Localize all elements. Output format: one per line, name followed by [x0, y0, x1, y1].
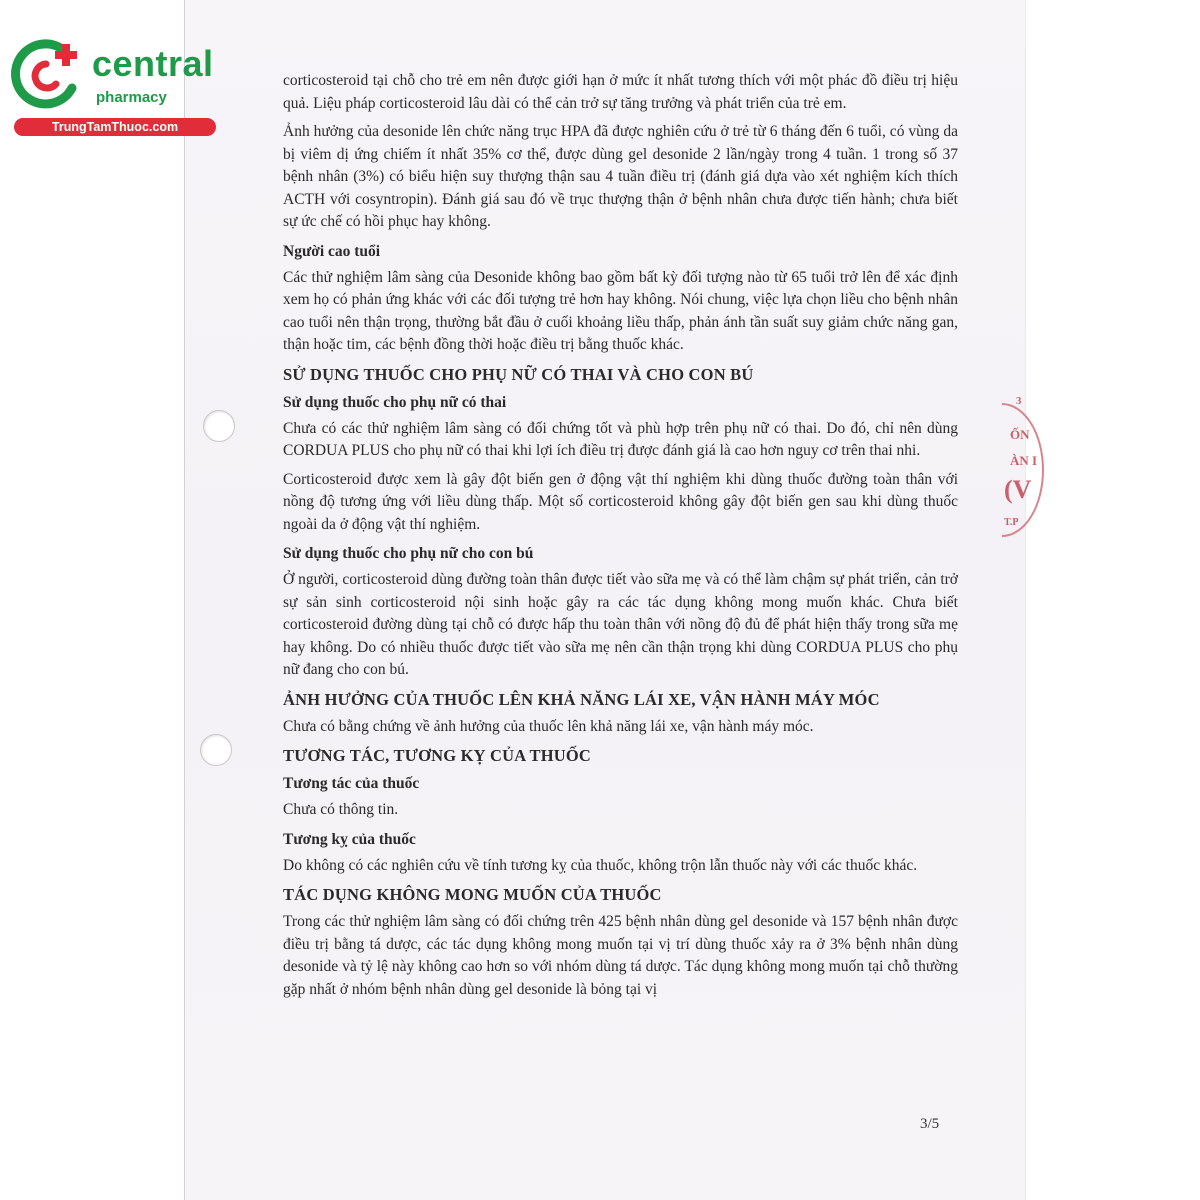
subsection-heading: Người cao tuổi [283, 242, 381, 260]
paragraph: Các thử nghiệm lâm sàng của Desonide không bao gồm bất kỳ đối tượng nào từ 65 tuổi trở lên để xác định xem họ có phản ứng khác với các đối tượng trẻ hơn hay không. Nói chung, việc lựa chọn liều cho bệnh nhân cao tuổi nên thận trọng, thường bắt đầu ở cuối khoảng liều thấp, phản ánh tần suất suy giảm chức năng gan, thận hoặc tim, các bệnh đồng thời hoặc điều trị bằng thuốc khác. [283, 268, 958, 353]
section-heading: SỬ DỤNG THUỐC CHO PHỤ NỮ CÓ THAI VÀ CHO CON BÚ [283, 364, 754, 384]
paragraph: Ở người, corticosteroid dùng đường toàn thân được tiết vào sữa mẹ và có thể làm chậm sự phát triển, cản trở sự sản sinh corticosteroid nội sinh hoặc gây ra các tác dụng không mong muốn khác. Chưa biết corticosteroid đường dùng tại chỗ có được hấp thu toàn thân với nồng độ đủ để phát hiện thấy trong sữa mẹ hay không. Do có nhiều thuốc được tiết vào sữa mẹ nên cần thận trọng khi dùng CORDUA PLUS cho phụ nữ đang cho con bú. [283, 571, 958, 678]
paragraph: Corticosteroid được xem là gây đột biến gen ở động vật thí nghiệm khi dùng thuốc đường toàn thân với nồng độ tương ứng với liều dùng thấp. Một số corticosteroid không gây đột biến gen sau khi dùng thuốc ngoài da ở động vật thí nghiệm. [283, 470, 958, 533]
red-stamp-fragment [1002, 395, 1062, 545]
section-heading: TƯƠNG TÁC, TƯƠNG KỴ CỦA THUỐC [283, 746, 592, 765]
logo-subtitle: pharmacy [96, 89, 167, 106]
section-heading: TÁC DỤNG KHÔNG MONG MUỐN CỦA THUỐC [283, 885, 662, 904]
section-heading: ẢNH HƯỞNG CỦA THUỐC LÊN KHẢ NĂNG LÁI XE, VẬN HÀNH MÁY MÓC [283, 689, 880, 709]
stamp-text: T.P [1004, 517, 1019, 528]
logo-wordmark: central [92, 43, 214, 84]
paragraph: Trong các thử nghiệm lâm sàng có đối chứng trên 425 bệnh nhân dùng gel desonide và 157 bệnh nhân được điều trị bằng tá dược, các tác dụng không mong muốn tại vị trí dùng thuốc xảy ra ở 3% bệnh nhân dùng desonide và tỷ lệ này không cao hơn so với nhóm dùng tá dược. Tác dụng không mong muốn tại chỗ thường gặp nhất ở nhóm bệnh nhân dùng gel desonide là bỏng tại vị [283, 913, 958, 998]
paragraph: Chưa có bằng chứng về ảnh hưởng của thuốc lên khả năng lái xe, vận hành máy móc. [283, 717, 814, 735]
subsection-heading: Sử dụng thuốc cho phụ nữ có thai [283, 393, 507, 411]
stamp-text: ỐN [1010, 427, 1030, 442]
paragraph: Do không có các nghiên cứu về tính tương kỵ của thuốc, không trộn lẫn thuốc này với các thuốc khác. [283, 856, 918, 874]
stamp-text: ÀN I [1010, 453, 1038, 468]
subsection-heading: Sử dụng thuốc cho phụ nữ cho con bú [283, 545, 534, 562]
paragraph: corticosteroid tại chỗ cho trẻ em nên được giới hạn ở mức ít nhất tương thích với một phác đồ điều trị hiệu quả. Liệu pháp corticosteroid lâu dài có thể cản trở sự tăng trưởng và phát triển của trẻ em. [283, 72, 958, 112]
stamp-text: (V [1004, 475, 1032, 504]
punch-hole [200, 734, 232, 766]
subsection-heading: Tương kỵ của thuốc [283, 830, 416, 848]
pharmacy-cross-icon [6, 34, 86, 114]
paragraph: Chưa có thông tin. [283, 801, 399, 818]
paragraph: Chưa có các thử nghiệm lâm sàng có đối chứng tốt và phù hợp trên phụ nữ có thai. Do đó, chỉ nên dùng CORDUA PLUS cho phụ nữ có thai khi lợi ích điều trị được đánh giá là cao hơn nguy cơ trên thai nhi. [283, 419, 958, 459]
page-number: 3/5 [920, 1116, 940, 1132]
punch-hole [203, 410, 235, 442]
subsection-heading: Tương tác của thuốc [283, 775, 420, 792]
stamp-text: 3 [1016, 395, 1022, 407]
central-pharmacy-logo[interactable] [6, 34, 216, 140]
leaflet-body [283, 70, 958, 1007]
paragraph: Ảnh hưởng của desonide lên chức năng trục HPA đã được nghiên cứu ở trẻ từ 6 tháng đến 6 tuổi, có vùng da bị viêm dị ứng chiếm ít nhất 35% cơ thể, được dùng gel desonide 2 lần/ngày trong 4 tuần. 1 trong số 37 bệnh nhân (3%) có biểu hiện suy thượng thận sau 4 tuần điều trị (đánh giá dựa vào xét nghiệm kích thích ACTH với cosyntropin). Đánh giá sau đó về trục thượng thận ở bệnh nhân chưa được tiến hành; chưa biết sự ức chế có hồi phục hay không. [283, 123, 958, 230]
logo-website-link[interactable]: TrungTamThuoc.com [14, 118, 216, 136]
